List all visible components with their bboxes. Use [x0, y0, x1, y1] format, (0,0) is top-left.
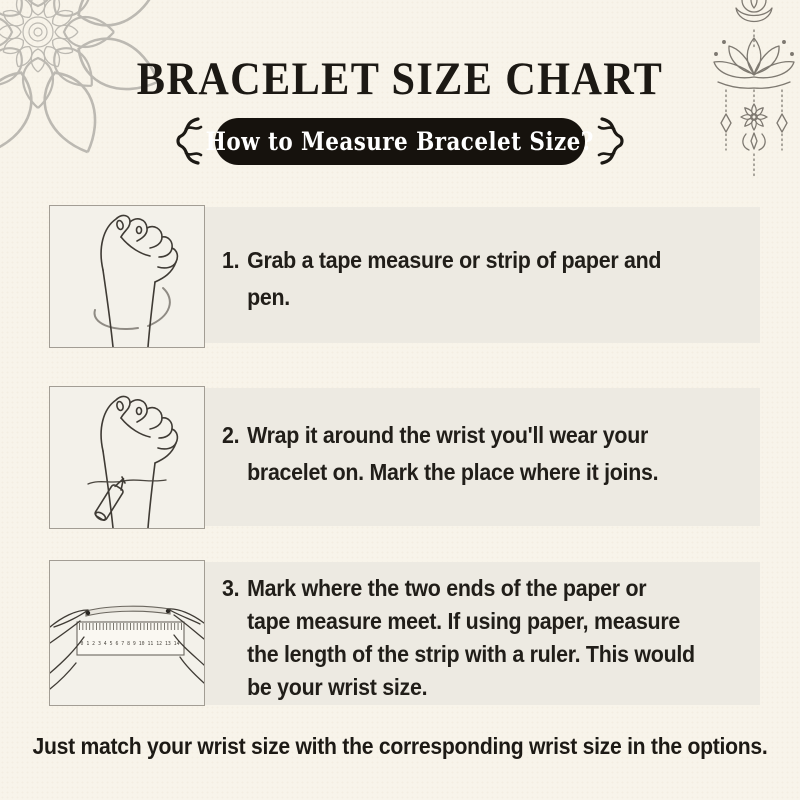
step-number: 2. — [222, 422, 240, 448]
step-line: the length of the strip with a ruler. This would — [247, 641, 695, 667]
step-number: 3. — [222, 575, 240, 601]
step-2-illustration-box — [49, 386, 205, 529]
footer-note: Just match your wrist size with the corresponding wrist size in the options. — [32, 733, 768, 759]
step-line: Mark where the two ends of the paper or — [247, 575, 647, 601]
svg-text:0 1 2 3 4 5 6 7 8 9 10 11 12 1: 0 1 2 3 4 5 6 7 8 9 10 11 12 13 14 — [80, 641, 180, 647]
hands-measuring-strip-with-ruler-illustration — [50, 561, 204, 705]
step-3-text — [222, 572, 695, 704]
step-line: Wrap it around the wrist you'll wear your — [247, 422, 649, 448]
fist-marking-wrist-illustration — [50, 387, 204, 528]
step-3-illustration-box — [49, 560, 205, 706]
step-number: 1. — [222, 247, 240, 273]
step-line: Grab a tape measure or strip of paper and — [247, 247, 662, 273]
page-title: BRACELET SIZE CHART — [136, 53, 664, 105]
step-line: tape measure meet. If using paper, measure — [247, 608, 681, 634]
step-line: be your wrist size. — [247, 674, 428, 700]
fist-with-tape-loop-illustration — [50, 206, 204, 347]
badge-label: How to Measure Bracelet Size? — [205, 126, 595, 156]
badge-row — [0, 114, 800, 168]
step-2-text — [222, 417, 658, 491]
step-line: bracelet on. Mark the place where it joins. — [247, 459, 659, 485]
step-1-text — [222, 242, 661, 316]
curly-flourish-left-icon — [168, 115, 206, 167]
badge — [205, 118, 595, 165]
step-line: pen. — [247, 284, 290, 310]
step-1-illustration-box — [49, 205, 205, 348]
curly-flourish-right-icon — [594, 115, 632, 167]
